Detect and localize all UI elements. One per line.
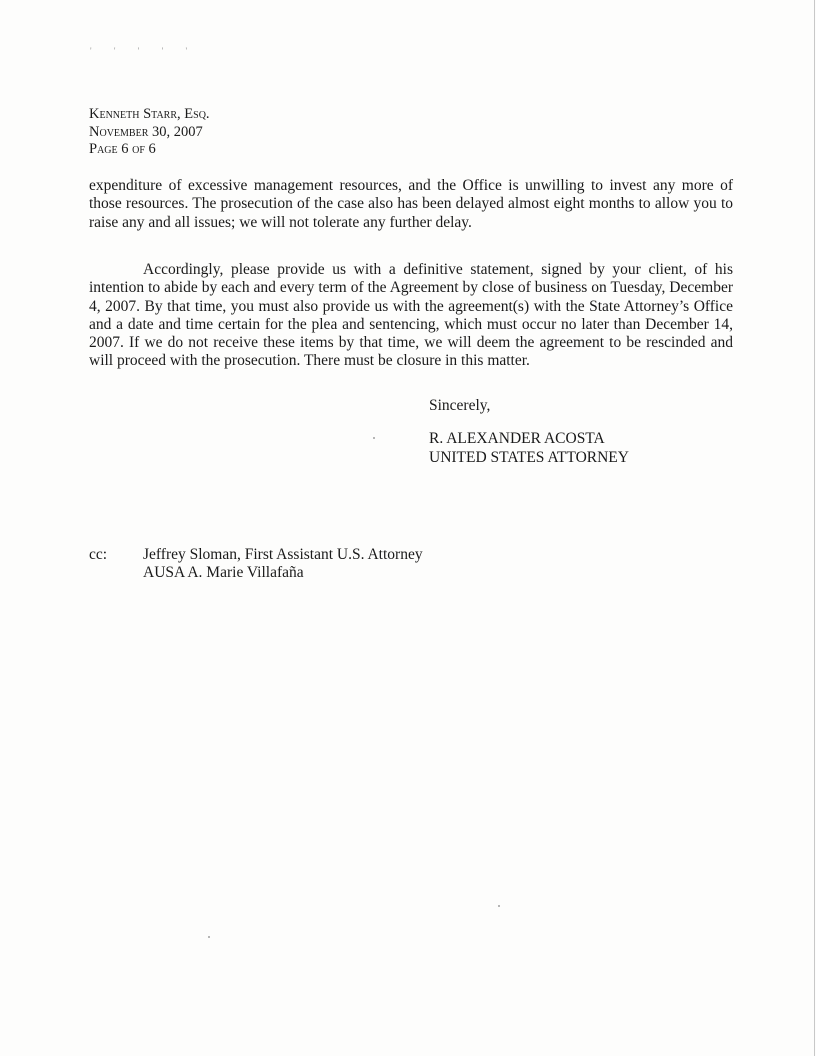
cc-recipient: Jeffrey Sloman, First Assistant U.S. Attorney (143, 546, 423, 563)
scan-speck (498, 905, 500, 907)
letter-header (89, 106, 210, 159)
scan-speck (373, 437, 375, 439)
cc-recipient: AUSA A. Marie Villafaña (143, 564, 304, 582)
header-page-number: Page 6 of 6 (89, 141, 156, 157)
body-paragraph-2: Accordingly, please provide us with a definitive statement, signed by your client, of his intention to abide by each and every term of the Agreement by close of business on Tuesday, December 4, 2007. By that time, you must also provide us with the agreement(s) with the State Attorney’s Office and a date and time certain for the plea and sentencing, which must occur no later than December 14, 2007. If we do not receive these items by that time, we will deem the agreement to be rescinded and will proceed with the prosecution. There must be closure in this matter. (89, 261, 733, 370)
signature-closing: Sincerely, (429, 397, 491, 414)
scan-specks: ' ' ' ' ' (90, 46, 198, 56)
cc-label: cc: (89, 546, 108, 563)
signature-title: UNITED STATES ATTORNEY (429, 449, 629, 466)
scan-speck (208, 936, 210, 938)
header-date: November 30, 2007 (89, 123, 203, 140)
signature-name: R. ALEXANDER ACOSTA (429, 430, 605, 447)
scan-edge-line (814, 0, 815, 1056)
body-paragraph-1: expenditure of excessive management resources, and the Office is unwilling to invest any more of those resources. The prosecution of the case also has been delayed almost eight months to allow you to raise any and all issues; we will not tolerate any further delay. (89, 177, 733, 231)
header-recipient: Kenneth Starr, Esq. (89, 106, 210, 122)
cc-recipient-list (143, 546, 423, 583)
